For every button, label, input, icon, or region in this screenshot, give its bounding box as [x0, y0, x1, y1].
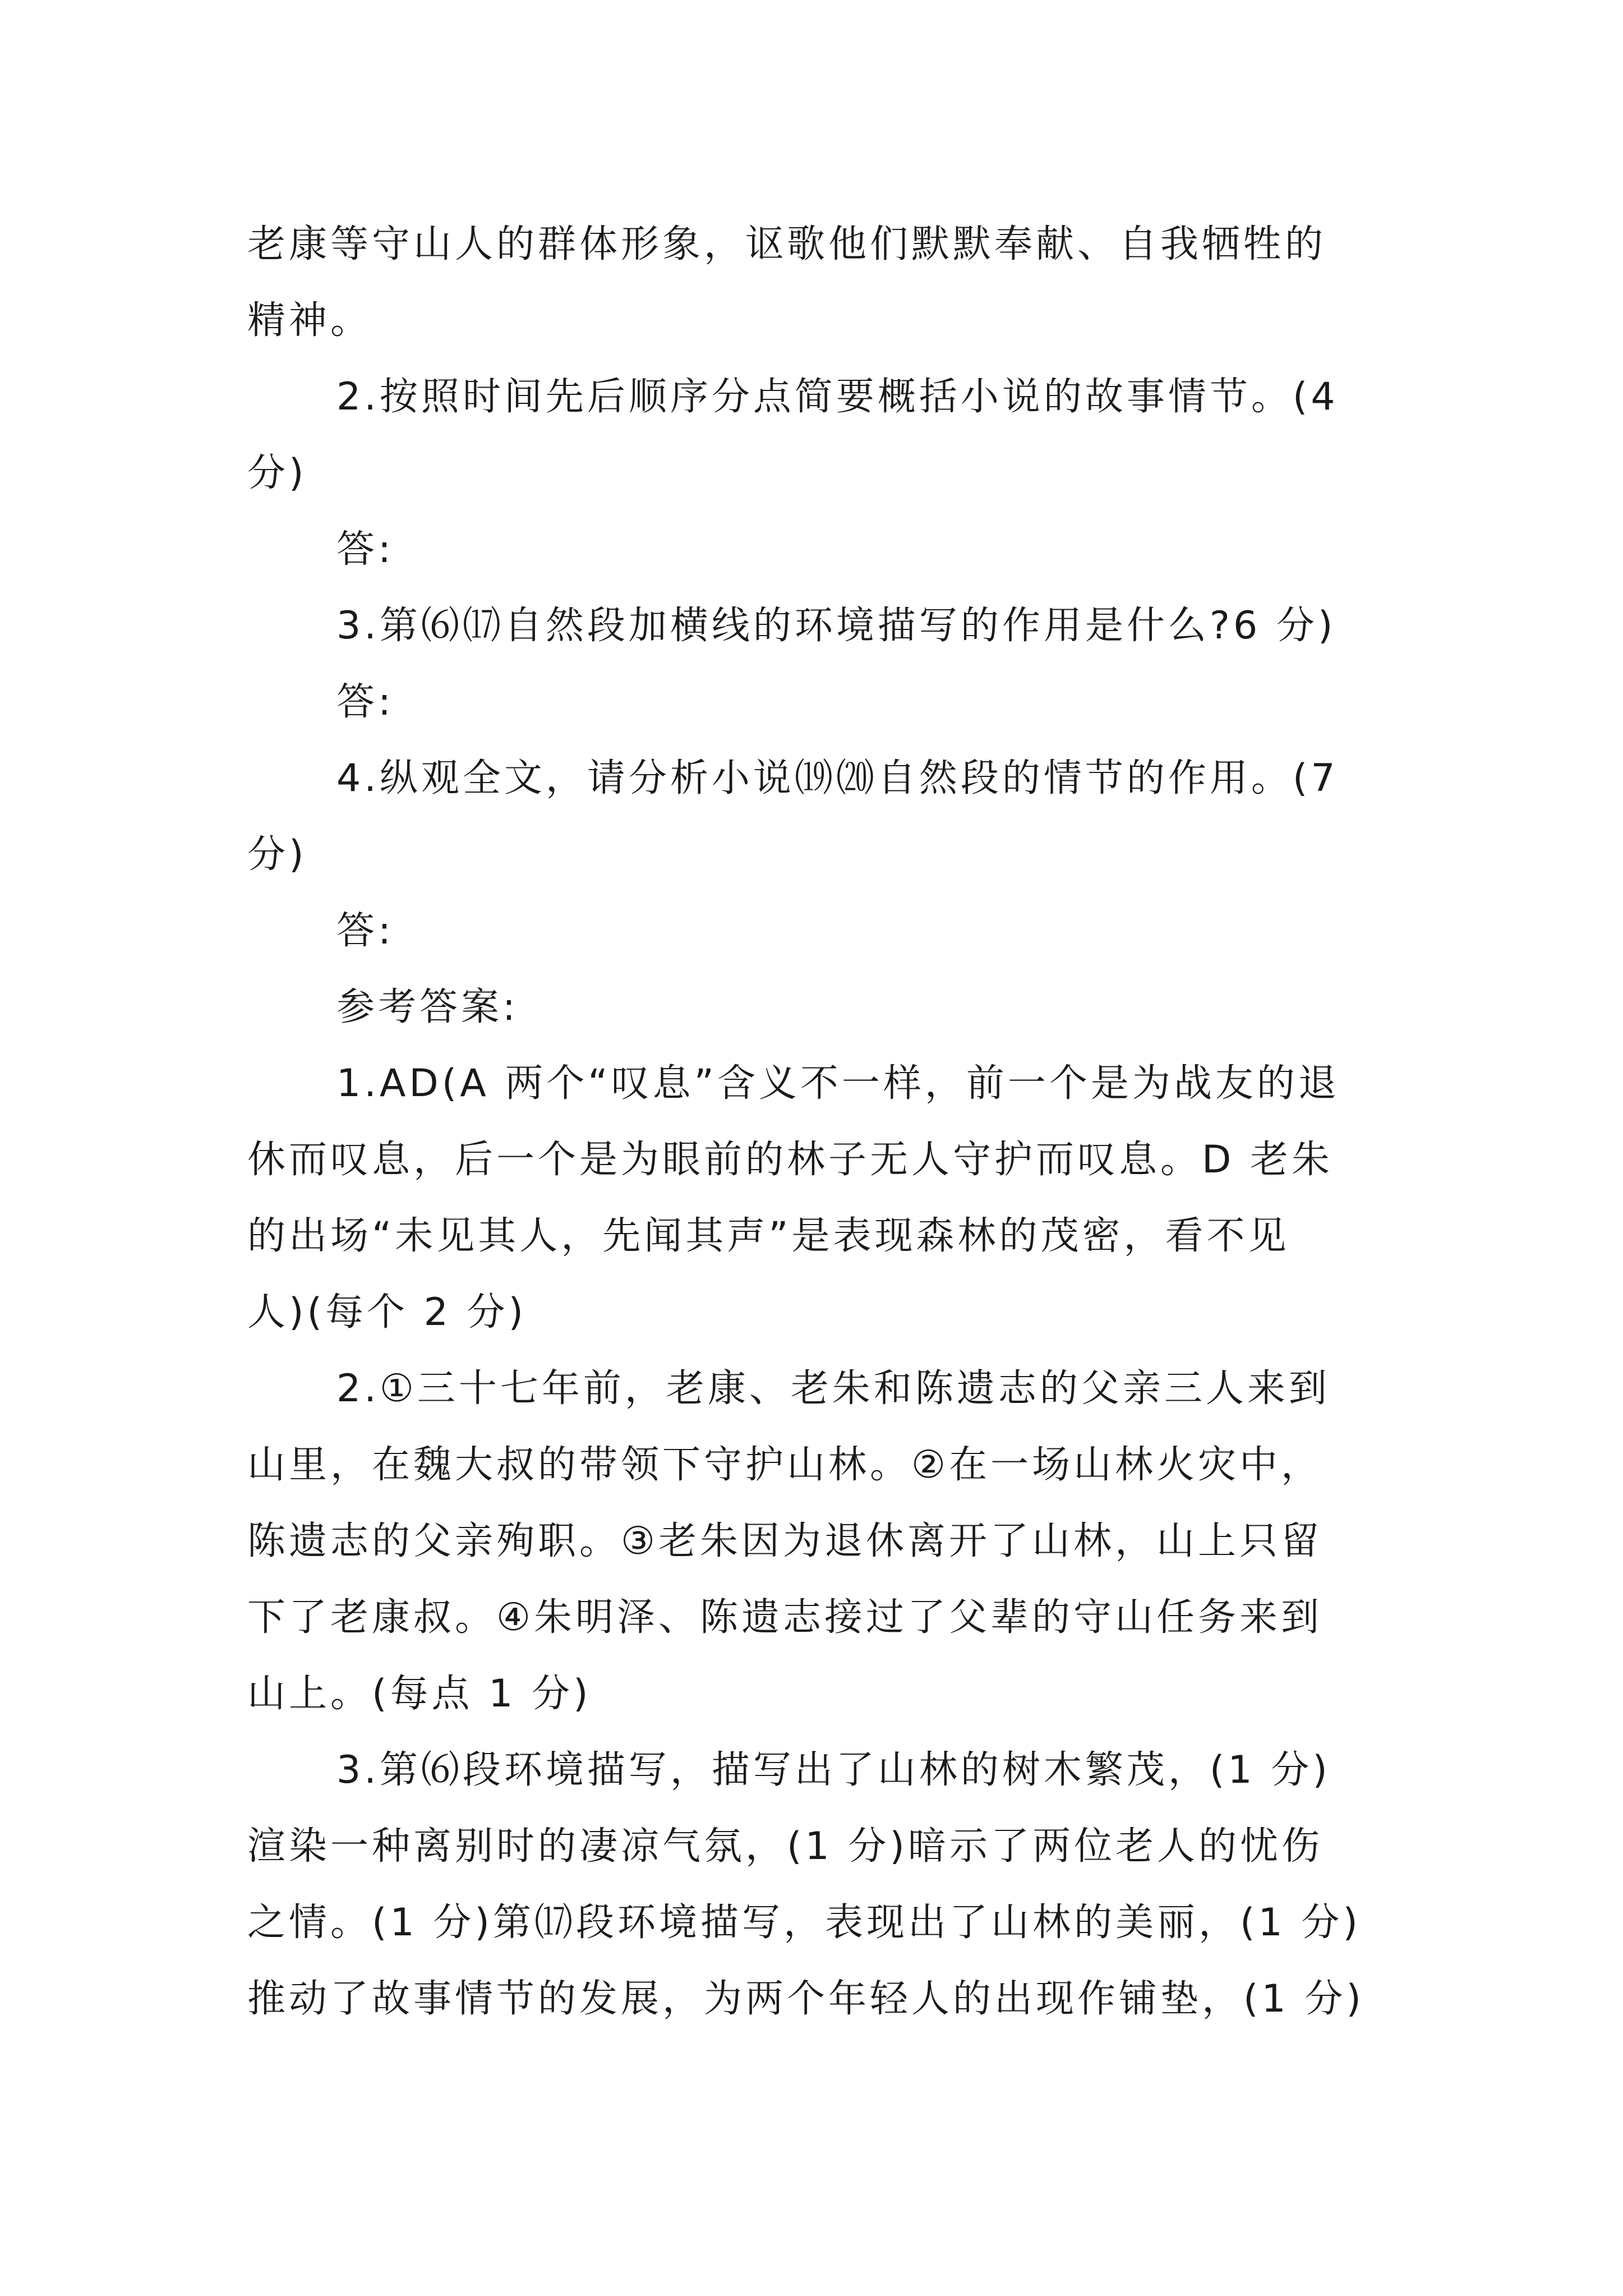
text-line: 4.纵观全文，请分析小说⒆⒇自然段的情节的作用。(7 — [336, 756, 1339, 800]
text-line: 3.第⑹段环境描写，描写出了山林的树木繁茂，(1 分) — [336, 1748, 1331, 1792]
text-line: 人)(每个 2 分) — [247, 1290, 527, 1335]
text-line: 3.第⑹⒄自然段加横线的环境描写的作用是什么?6 分) — [336, 604, 1336, 648]
question-4 — [247, 740, 1419, 893]
answer-3 — [247, 1732, 1419, 2037]
text-line: 渲染一种离别时的凄凉气氛，(1 分)暗示了两位老人的忧伤 — [247, 1824, 1323, 1869]
intro-paragraph — [247, 206, 1419, 359]
text-line: 陈遗志的父亲殉职。③老朱因为退休离开了山林，山上只留 — [247, 1519, 1322, 1563]
answer-prompt-4 — [336, 893, 1419, 969]
answer-2 — [247, 1351, 1419, 1732]
text-line: 2.①三十七年前，老康、老朱和陈遗志的父亲三人来到 — [336, 1366, 1330, 1411]
reference-answers-heading — [336, 969, 1419, 1046]
text-line: 老康等守山人的群体形象，讴歌他们默默奉献、自我牺牲的 — [247, 222, 1327, 266]
text-line: 答: — [336, 909, 394, 953]
text-line: 2.按照时间先后顺序分点简要概括小说的故事情节。(4 — [336, 375, 1339, 419]
text-line: 参考答案: — [336, 985, 519, 1029]
text-line: 分) — [247, 832, 307, 877]
answer-prompt-2 — [336, 512, 1419, 588]
text-line: 山上。(每点 1 分) — [247, 1672, 592, 1716]
text-line: 山里，在魏大叔的带领下守护山林。②在一场山林火灾中， — [247, 1443, 1322, 1487]
text-line: 下了老康叔。④朱明泽、陈遗志接过了父辈的守山任务来到 — [247, 1595, 1322, 1640]
text-line: 1.AD(A 两个“叹息”含义不一样，前一个是为战友的退 — [336, 1061, 1340, 1106]
text-line: 之情。(1 分)第⒄段环境描写，表现出了山林的美丽，(1 分) — [247, 1901, 1361, 1945]
text-line: 答: — [336, 680, 394, 724]
question-3 — [336, 588, 1419, 664]
text-line: 精神。 — [247, 298, 372, 343]
text-line: 分) — [247, 451, 307, 495]
text-line: 的出场“未见其人，先闻其声”是表现森林的茂密，看不见 — [247, 1214, 1290, 1258]
text-line: 推动了故事情节的发展，为两个年轻人的出现作铺垫，(1 分) — [247, 1977, 1364, 2021]
text-line: 休而叹息，后一个是为眼前的林子无人守护而叹息。D 老朱 — [247, 1138, 1333, 1182]
text-line: 答: — [336, 527, 394, 572]
answer-prompt-3 — [336, 664, 1419, 740]
question-2 — [247, 359, 1419, 512]
answer-1 — [247, 1046, 1419, 1351]
